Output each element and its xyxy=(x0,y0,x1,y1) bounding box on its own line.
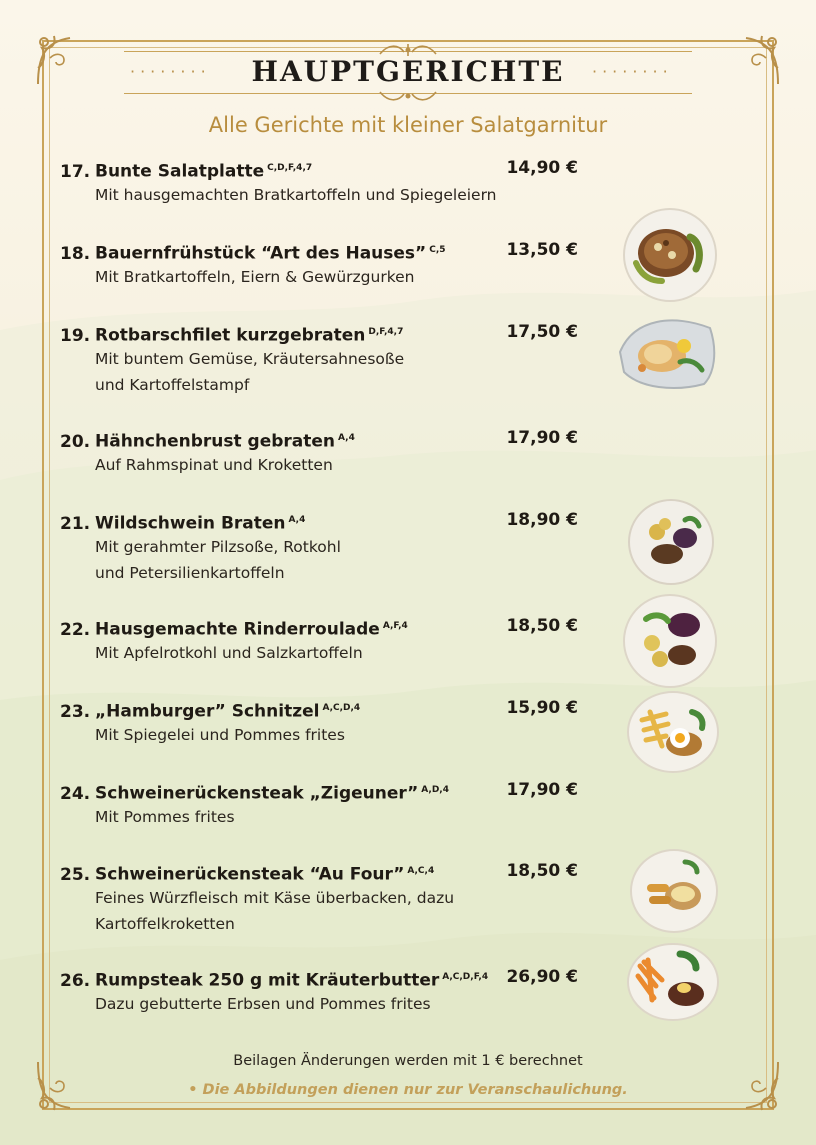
dish-photo-bauernfruehstueck xyxy=(622,207,718,303)
item-allergens: A,4 xyxy=(288,515,306,525)
item-allergens: A,D,4 xyxy=(421,785,449,795)
item-name: Schweinerückensteak „Zigeuner” xyxy=(95,783,419,804)
dish-photo-schnitzel xyxy=(626,690,720,774)
menu-item xyxy=(60,506,590,586)
item-description: Mit gerahmter Pilzsoße, Rotkohl und Petersilienkartoffeln xyxy=(95,538,341,582)
item-allergens: A,4 xyxy=(338,433,355,443)
item-number: 24. xyxy=(60,783,91,804)
item-price: 26,90 € xyxy=(506,967,578,987)
item-number: 26. xyxy=(60,970,91,991)
item-allergens: C,5 xyxy=(429,245,446,255)
menu-item xyxy=(60,963,590,1017)
menu-item xyxy=(60,424,590,478)
item-description: Mit Spiegelei und Pommes frites xyxy=(95,726,345,744)
dish-photo-rumpsteak xyxy=(626,940,720,1022)
item-description: Mit Pommes frites xyxy=(95,808,235,826)
page-title: HAUPTGERICHTE xyxy=(251,55,565,88)
header-dots-right: ········ xyxy=(592,62,673,81)
item-description: Mit hausgemachten Bratkartoffeln und Spiegeleiern xyxy=(95,186,497,204)
menu-item xyxy=(60,776,590,830)
menu-item xyxy=(60,154,590,208)
item-price: 14,90 € xyxy=(506,158,578,178)
menu-item xyxy=(60,236,590,290)
menu-item xyxy=(60,694,590,748)
item-description: Dazu gebutterte Erbsen und Pommes frites xyxy=(95,995,431,1013)
item-number: 22. xyxy=(60,619,91,640)
item-number: 19. xyxy=(60,325,91,346)
item-price: 15,90 € xyxy=(506,698,578,718)
item-allergens: A,C,D,4 xyxy=(322,703,361,713)
item-name: Bunte Salatplatte xyxy=(95,161,265,182)
menu-item xyxy=(60,318,590,398)
item-price: 18,50 € xyxy=(506,861,578,881)
item-name: „Hamburger” Schnitzel xyxy=(95,701,320,722)
footnote-side-dish-change: Beilagen Änderungen werden mit 1 € berechnet xyxy=(233,1053,583,1069)
item-number: 17. xyxy=(60,161,91,182)
item-allergens: D,F,4,7 xyxy=(368,327,404,337)
item-name: Schweinerückensteak “Au Four” xyxy=(95,864,405,885)
item-allergens: A,C,D,F,4 xyxy=(442,972,489,982)
item-description: Feines Würzfleisch mit Käse überbacken, dazu Kartoffelkroketten xyxy=(95,889,455,933)
item-number: 23. xyxy=(60,701,91,722)
item-name: Hähnchenbrust gebraten xyxy=(95,431,336,452)
item-description: Auf Rahmspinat und Kroketten xyxy=(95,456,333,474)
item-name: Wildschwein Braten xyxy=(95,513,286,534)
item-name: Bauernfrühstück “Art des Hauses” xyxy=(95,243,427,264)
item-price: 17,50 € xyxy=(506,322,578,342)
item-number: 21. xyxy=(60,513,91,534)
header-dots-left: ········ xyxy=(130,62,211,81)
item-name: Hausgemachte Rinderroulade xyxy=(95,619,380,640)
item-number: 18. xyxy=(60,243,91,264)
page-subtitle: Alle Gerichte mit kleiner Salatgarnitur xyxy=(208,113,608,137)
item-price: 18,50 € xyxy=(506,616,578,636)
item-description: Mit buntem Gemüse, Kräutersahnesoße und Kartoffelstampf xyxy=(95,350,405,394)
item-allergens: C,D,F,4,7 xyxy=(267,163,313,173)
item-allergens: A,F,4 xyxy=(382,621,408,631)
menu-item xyxy=(60,612,590,666)
item-description: Mit Bratkartoffeln, Eiern & Gewürzgurken xyxy=(95,268,415,286)
item-name: Rumpsteak 250 g mit Kräuterbutter xyxy=(95,970,440,991)
item-description: Mit Apfelrotkohl und Salzkartoffeln xyxy=(95,644,363,662)
dish-photo-wildschwein xyxy=(627,498,715,586)
dish-photo-rinderroulade xyxy=(622,593,718,689)
item-number: 20. xyxy=(60,431,91,452)
item-name: Rotbarschfilet kurzgebraten xyxy=(95,325,366,346)
menu-item xyxy=(60,857,590,937)
disclaimer-images: • Die Abbildungen dienen nur zur Veranschaulichung. xyxy=(188,1082,628,1098)
item-price: 17,90 € xyxy=(506,428,578,448)
dish-photo-rotbarsch xyxy=(614,312,720,392)
item-allergens: A,C,4 xyxy=(407,866,435,876)
item-number: 25. xyxy=(60,864,91,885)
item-price: 17,90 € xyxy=(506,780,578,800)
header-flourish-bottom-icon xyxy=(378,88,438,104)
item-price: 13,50 € xyxy=(506,240,578,260)
item-price: 18,90 € xyxy=(506,510,578,530)
dish-photo-au-four xyxy=(629,848,719,934)
